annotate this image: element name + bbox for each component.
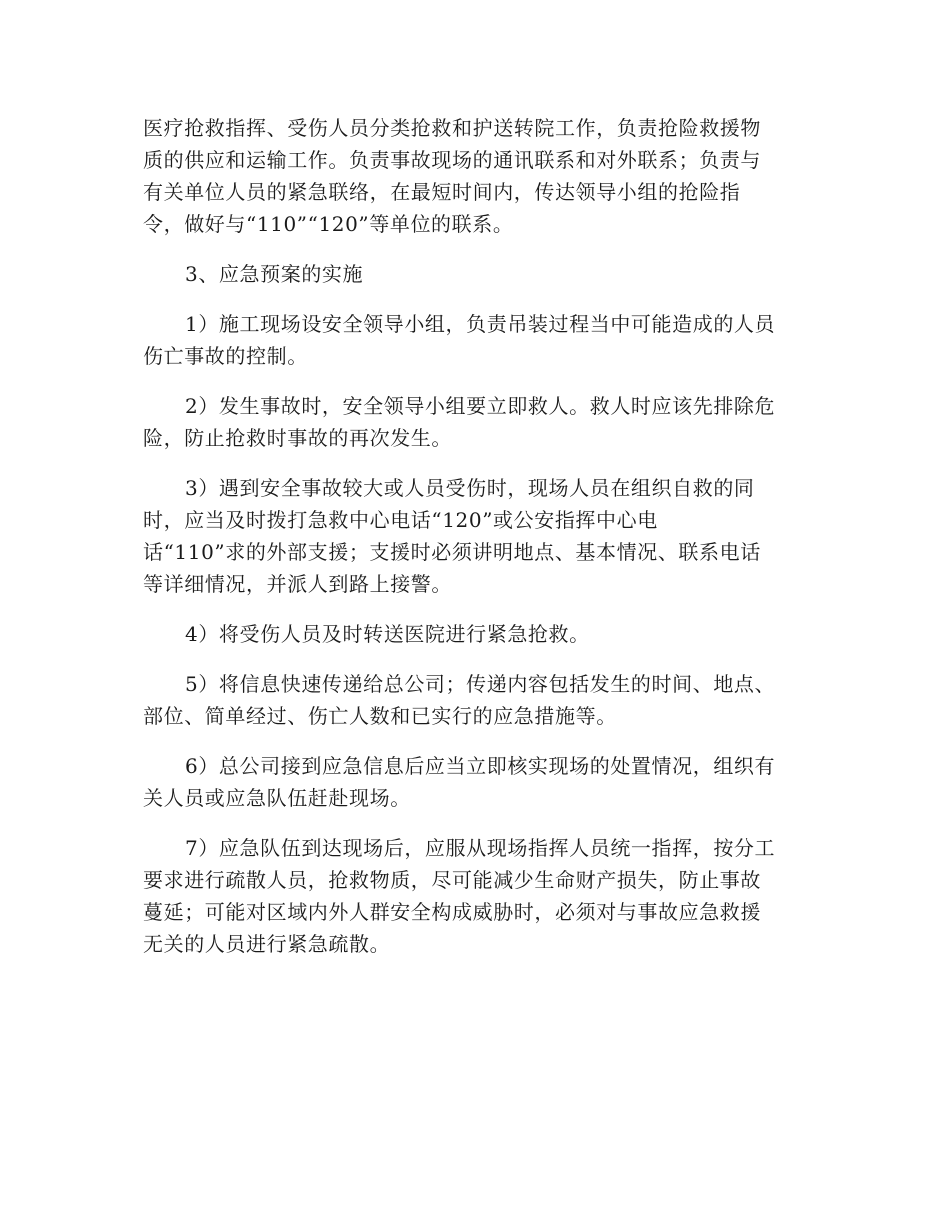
text-line: 话“110”求的外部支援；支援时必须讲明地点、基本情况、联系电话: [143, 540, 761, 564]
text-line: 2）发生事故时，安全领导小组要立即救人。救人时应该先排除危: [185, 394, 776, 418]
text-line: 险，防止抢救时事故的再次发生。: [143, 426, 452, 450]
text-line: 3）遇到安全事故较大或人员受伤时，现场人员在组织自救的同: [185, 476, 755, 500]
text-line: 4）将受伤人员及时转送医院进行紧急抢救。: [185, 622, 590, 646]
section-heading-plan-implementation: [143, 258, 807, 290]
text-line: 令，做好与“110”“120”等单位的联系。: [143, 212, 514, 236]
paragraph-item-4: [143, 618, 807, 650]
paragraph-item-7: [143, 832, 807, 960]
text-line: 蔓延；可能对区域内外人群安全构成威胁时，必须对与事故应急救援: [143, 900, 761, 924]
paragraph-item-2: [143, 390, 807, 454]
text-line: 伤亡事故的控制。: [143, 344, 308, 368]
paragraph-item-5: [143, 668, 807, 732]
text-line: 7）应急队伍到达现场后，应服从现场指挥人员统一指挥，按分工: [185, 836, 776, 860]
text-line: 有关单位人员的紧急联络，在最短时间内，传达领导小组的抢险指: [143, 180, 741, 204]
text-line: 医疗抢救指挥、受伤人员分类抢救和护送转院工作，负责抢险救援物: [143, 116, 761, 140]
document-body: [143, 112, 807, 978]
paragraph-item-1: [143, 308, 807, 372]
text-line: 质的供应和运输工作。负责事故现场的通讯联系和对外联系；负责与: [143, 148, 761, 172]
text-line: 等详细情况，并派人到路上接警。: [143, 572, 452, 596]
text-line: 关人员或应急队伍赶赴现场。: [143, 786, 411, 810]
text-line: 无关的人员进行紧急疏散。: [143, 932, 391, 956]
text-line: 1）施工现场设安全领导小组，负责吊装过程当中可能造成的人员: [185, 312, 776, 336]
paragraph-rescue-duties: [143, 112, 807, 240]
text-line: 要求进行疏散人员，抢救物质，尽可能减少生命财产损失，防止事故: [143, 868, 761, 892]
text-line: 6）总公司接到应急信息后应当立即核实现场的处置情况，组织有: [185, 754, 776, 778]
paragraph-item-3: [143, 472, 807, 600]
text-line: 3、应急预案的实施: [185, 262, 364, 286]
text-line: 部位、简单经过、伤亡人数和已实行的应急措施等。: [143, 704, 617, 728]
text-line: 时，应当及时拨打急救中心电话“120”或公安指挥中心电: [143, 508, 658, 532]
paragraph-item-6: [143, 750, 807, 814]
text-line: 5）将信息快速传递给总公司；传递内容包括发生的时间、地点、: [185, 672, 776, 696]
